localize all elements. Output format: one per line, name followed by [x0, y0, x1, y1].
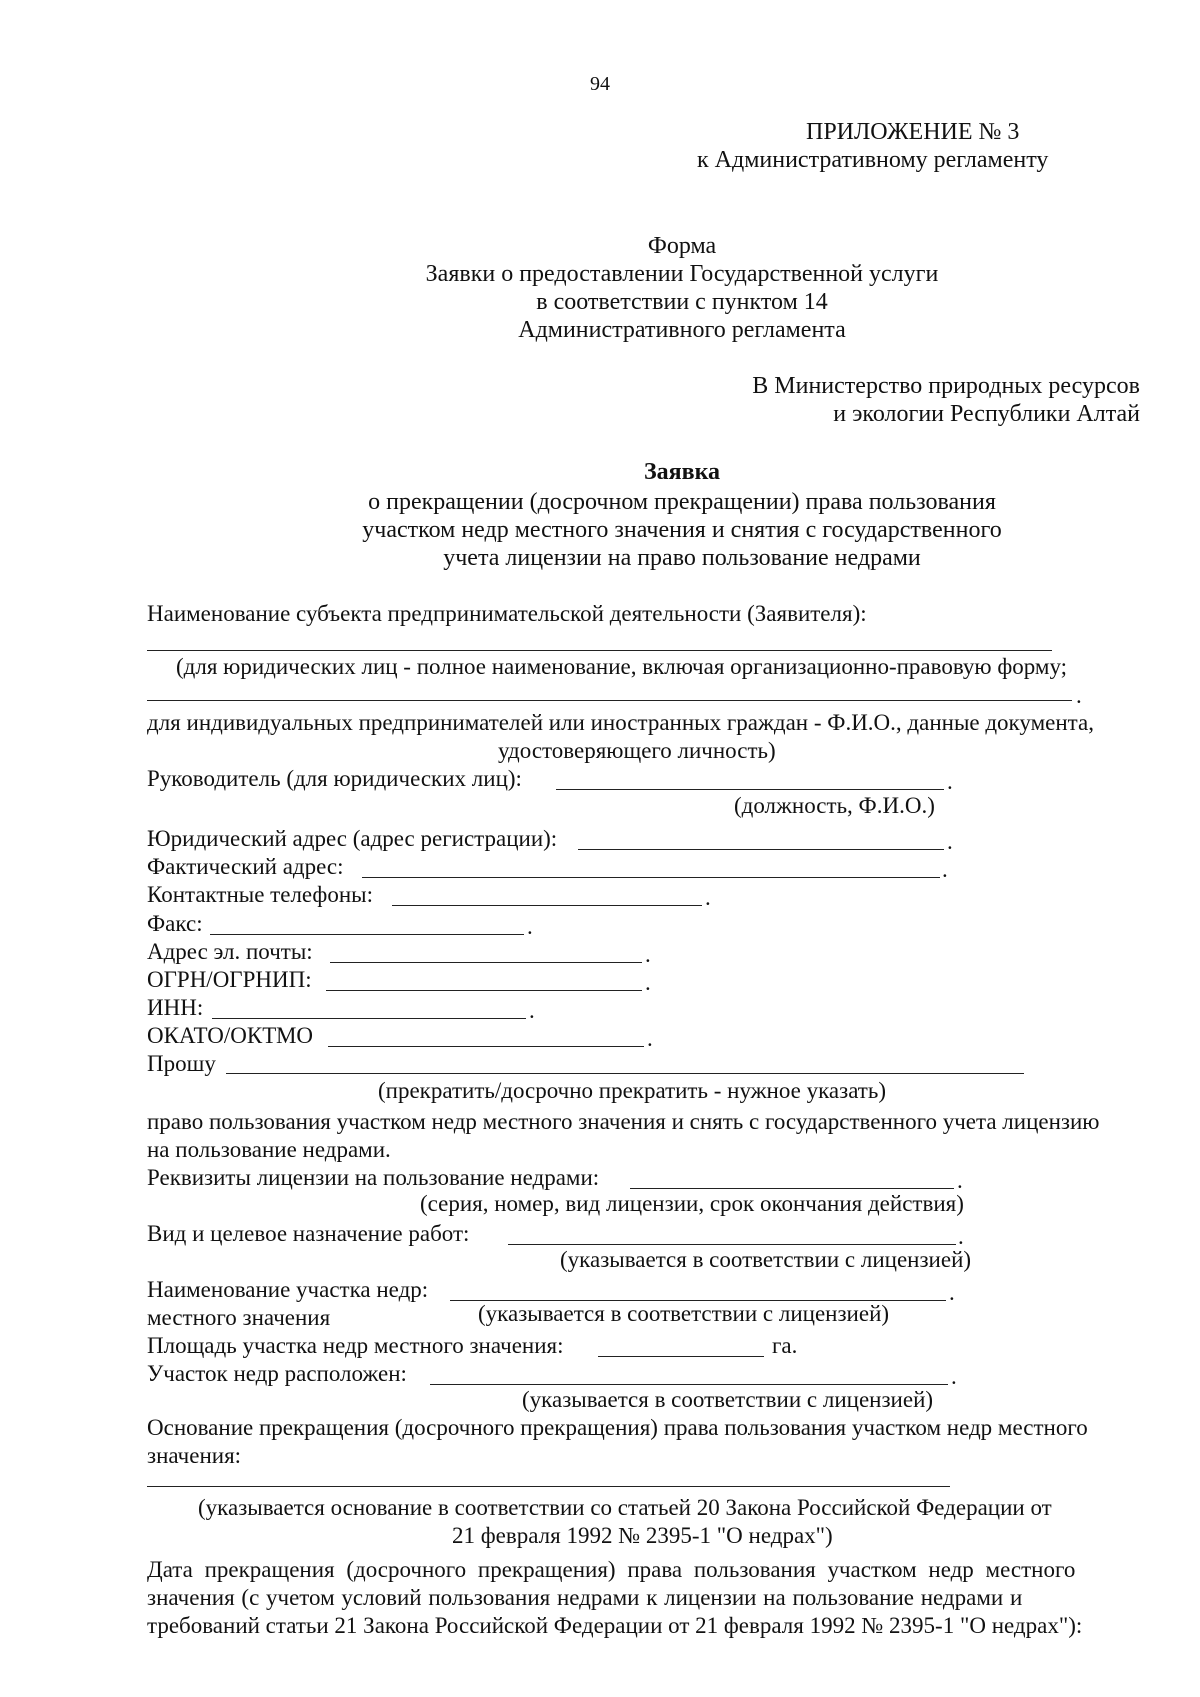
addressee-line: и экологии Республики Алтай: [833, 401, 1140, 427]
basis-label: Основание прекращения (досрочного прекращения) права пользования участком недр местного: [147, 1415, 1088, 1440]
applicant-hint-individual: для индивидуальных предпринимателей или иностранных граждан - Ф.И.О., данные документа,: [147, 710, 1094, 735]
request-text: на пользование недрами.: [147, 1137, 391, 1162]
termination-date-text: требований статьи 21 Закона Российской Федерации от 21 февраля 1992 № 2395-1 "О недрах"):: [147, 1613, 1083, 1638]
actual-address-label: Фактический адрес:: [147, 854, 344, 879]
site-name-label: местного значения: [147, 1305, 331, 1330]
request-text: право пользования участком недр местного значения и снять с государственного учета лицензию: [147, 1109, 1100, 1134]
period: .: [958, 1224, 964, 1249]
legal-address-label: Юридический адрес (адрес регистрации):: [147, 826, 558, 851]
okato-label: ОКАТО/ОКТМО: [147, 1023, 314, 1048]
heading-line: о прекращении (досрочном прекращении) права пользования: [368, 489, 996, 515]
form-caption-line: в соответствии с пунктом 14: [536, 289, 828, 315]
inn-label: ИНН:: [147, 995, 204, 1020]
area-label: Площадь участка недр местного значения:: [147, 1333, 564, 1358]
phones-input-line[interactable]: [392, 905, 702, 906]
applicant-label: Наименование субъекта предпринимательской деятельности (Заявителя):: [147, 601, 867, 626]
location-label: Участок недр расположен:: [147, 1361, 407, 1386]
phones-label: Контактные телефоны:: [147, 882, 373, 907]
okato-input-line[interactable]: [328, 1046, 644, 1047]
fax-input-line[interactable]: [210, 934, 524, 935]
period: .: [949, 1280, 955, 1305]
inn-input-line[interactable]: [212, 1018, 526, 1019]
site-name-label: Наименование участка недр:: [147, 1277, 429, 1302]
head-hint: (должность, Ф.И.О.): [734, 793, 935, 818]
period: .: [1076, 683, 1082, 708]
fax-label: Факс:: [147, 911, 203, 936]
applicant-hint-legal: (для юридических лиц - полное наименование, включая организационно-правовую форму;: [176, 654, 1068, 679]
license-input-line[interactable]: [630, 1188, 954, 1189]
period: .: [942, 857, 948, 882]
site-name-hint: (указывается в соответствии с лицензией): [478, 1301, 890, 1326]
license-label: Реквизиты лицензии на пользование недрами:: [147, 1165, 600, 1190]
period: .: [529, 998, 535, 1023]
period: .: [645, 942, 651, 967]
basis-hint: 21 февраля 1992 № 2395-1 "О недрах"): [452, 1523, 833, 1548]
period: .: [947, 829, 953, 854]
heading-title: Заявка: [643, 459, 721, 485]
area-input-line[interactable]: [598, 1356, 764, 1357]
termination-date-text: Дата прекращения (досрочного прекращения) права пользования участком недр местного: [147, 1557, 1076, 1582]
appendix-subtitle: к Административному регламенту: [697, 147, 1049, 173]
request-label: Прошу: [147, 1051, 216, 1076]
addressee-line: В Министерство природных ресурсов: [752, 373, 1140, 399]
ogrn-label: ОГРН/ОГРНИП:: [147, 967, 312, 992]
request-input-line[interactable]: [226, 1073, 1024, 1074]
actual-address-input-line[interactable]: [362, 877, 940, 878]
heading-line: учета лицензии на право пользование недрами: [443, 545, 921, 571]
appendix-title: ПРИЛОЖЕНИЕ № 3: [806, 119, 1020, 145]
works-hint: (указывается в соответствии с лицензией): [560, 1247, 972, 1272]
applicant-details-line[interactable]: [147, 700, 1072, 701]
area-unit: га.: [772, 1333, 798, 1358]
period: .: [947, 769, 953, 794]
period: .: [645, 970, 651, 995]
basis-hint: (указывается основание в соответствии со статьей 20 Закона Российской Федерации от: [198, 1495, 1052, 1520]
form-caption-line: Заявки о предоставлении Государственной услуги: [425, 261, 939, 287]
ogrn-input-line[interactable]: [326, 990, 642, 991]
email-input-line[interactable]: [330, 962, 642, 963]
request-hint: (прекратить/досрочно прекратить - нужное указать): [378, 1078, 887, 1103]
termination-date-text: значения (с учетом условий пользования недрами к лицензии на пользование недрами и: [147, 1585, 1023, 1610]
works-label: Вид и целевое назначение работ:: [147, 1221, 470, 1246]
location-input-line[interactable]: [430, 1384, 948, 1385]
basis-input-line[interactable]: [147, 1486, 950, 1487]
head-label: Руководитель (для юридических лиц):: [147, 766, 522, 791]
location-hint: (указывается в соответствии с лицензией): [522, 1387, 934, 1412]
period: .: [957, 1168, 963, 1193]
legal-address-input-line[interactable]: [578, 849, 944, 850]
heading-line: участком недр местного значения и снятия с государственного: [362, 517, 1002, 543]
basis-label: значения:: [147, 1443, 242, 1468]
form-caption-line: Форма: [647, 233, 717, 259]
period: .: [705, 885, 711, 910]
head-input-line[interactable]: [556, 789, 944, 790]
applicant-name-line[interactable]: [147, 650, 1052, 651]
works-input-line[interactable]: [508, 1244, 956, 1245]
page-number: 94: [590, 73, 610, 95]
form-caption-line: Административного регламента: [518, 317, 846, 343]
period: .: [527, 914, 533, 939]
license-hint: (серия, номер, вид лицензии, срок окончания действия): [420, 1191, 964, 1216]
applicant-hint-individual: удостоверяющего личность): [498, 738, 776, 763]
email-label: Адрес эл. почты:: [147, 939, 313, 964]
period: .: [951, 1364, 957, 1389]
period: .: [647, 1026, 653, 1051]
